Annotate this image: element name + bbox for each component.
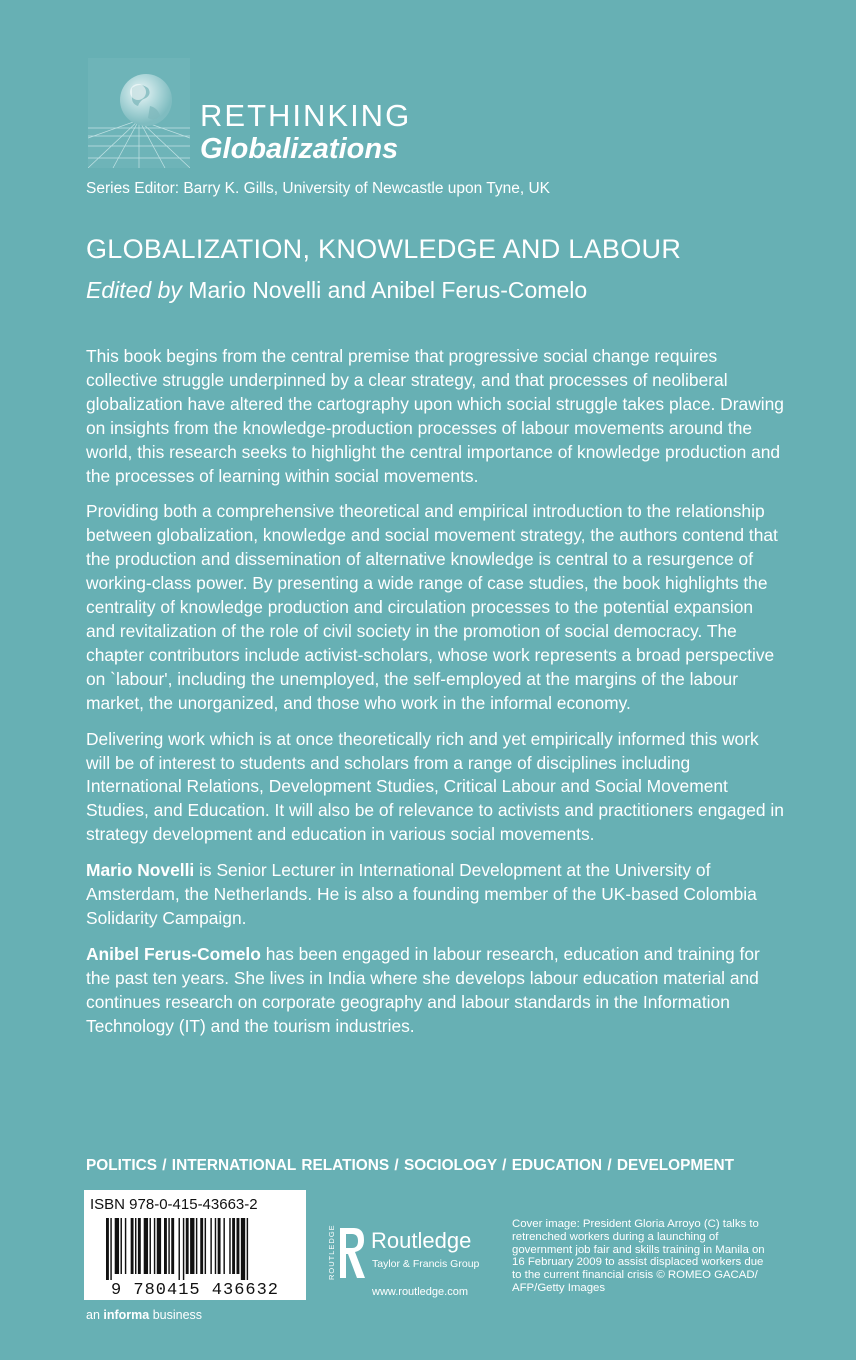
barcode-bar — [144, 1218, 148, 1274]
barcode-bar — [157, 1218, 161, 1274]
informa-tagline — [86, 1308, 202, 1322]
author-bio-2-text: has been engaged in labour research, education and training for the past ten years. She lives in India where she develops labour education material and continues research on corporate geography and labour standards in the Information Technology (IT) and the tourism industries. — [86, 943, 760, 1036]
blurb — [86, 345, 786, 1050]
barcode-bar — [168, 1218, 169, 1274]
barcode-bar — [135, 1218, 136, 1274]
author-bio-1-text: is Senior Lecturer in International Development at the University of Amsterdam, the Netherlands. He is also a founding member of the UK-based Colombia Solidarity Campaign. — [86, 860, 757, 928]
publisher-group: Taylor & Francis Group — [372, 1258, 480, 1270]
barcode-bar — [241, 1218, 245, 1280]
barcode-bar — [229, 1218, 230, 1274]
author-bio-2 — [86, 943, 786, 1039]
publisher-website: www.routledge.com — [372, 1286, 468, 1298]
barcode-bar — [154, 1218, 155, 1274]
barcode-box — [84, 1190, 306, 1300]
barcode-bar — [125, 1218, 126, 1274]
series-name — [200, 100, 411, 166]
series-title-line1: RETHINKING — [200, 98, 412, 133]
author-name-2: Anibel Ferus-Comelo — [86, 943, 261, 964]
globe-icon — [88, 58, 190, 168]
barcode-bar — [247, 1218, 248, 1280]
barcode-bar — [210, 1218, 211, 1274]
blurb-paragraph-3: Delivering work which is at once theoretically rich and yet empirically informed this work will be of interest to students and scholars from a range of disciplines including International Relations, Development Studies, Critical Labour and Social Movement Studies, and Education. It will also be of relevance to activists and practitioners engaged in strategy development and education in various social movements. — [86, 728, 784, 845]
barcode-bar — [237, 1218, 240, 1274]
author-name-1: Mario Novelli — [86, 860, 195, 881]
barcode-bar — [205, 1218, 206, 1274]
author-bio-1 — [86, 859, 786, 931]
informa-suffix: business — [149, 1308, 203, 1322]
barcode-bar — [106, 1218, 109, 1280]
barcode-bar — [200, 1218, 203, 1274]
barcode-bar — [179, 1218, 180, 1280]
barcode-bar — [171, 1218, 174, 1274]
barcode-bar — [183, 1218, 184, 1280]
barcode-bar — [138, 1218, 141, 1274]
barcode-bar — [196, 1218, 197, 1274]
cover-image-credit: Cover image: President Gloria Arroyo (C) talks to retrenched workers during a launching of government job fair and skills training in Manila on 16 February 2009 to assist displaced workers due to the current financial crisis © ROMEO GACAD/ AFP/Getty Images — [512, 1218, 765, 1294]
routledge-logo-icon — [326, 1222, 368, 1282]
barcode-bar — [190, 1218, 194, 1274]
book-editors — [86, 277, 587, 304]
barcode-bar — [218, 1218, 221, 1274]
edited-by-label: Edited by — [86, 277, 182, 303]
barcode-bar — [223, 1218, 224, 1274]
isbn: ISBN 978-0-415-43663-2 — [90, 1196, 258, 1213]
barcode-bar — [110, 1218, 111, 1280]
blurb-paragraph-2: Providing both a comprehensive theoretical and empirical introduction to the relationship between globalization, knowledge and social movement strategy, the authors contend that the production and dissemination of alternative knowledge is central to a resurgence of working-class power. By presenting a wide range of case studies, the book highlights the centrality of knowledge production and circulation processes to the potential expansion and revitalization of the role of civil society in the promotion of social democracy. The chapter contributors include activist-scholars, whose work represents a broad perspective on `labour', including the unemployed, the self-employed at the margins of the labour market, the unorganized, and those who work in the informal economy. — [86, 501, 778, 713]
barcode-bar — [121, 1218, 122, 1274]
book-title: GLOBALIZATION, KNOWLEDGE AND LABOUR — [86, 234, 682, 264]
routledge-logo-vertical-text: ROUTLEDGE — [327, 1224, 336, 1280]
series-editor: Series Editor: Barry K. Gills, University of Newcastle upon Tyne, UK — [86, 180, 551, 197]
barcode-bar — [131, 1218, 134, 1274]
barcode-bar — [232, 1218, 235, 1274]
series-title-line2: Globalizations — [200, 133, 399, 165]
editor-names: Mario Novelli and Anibel Ferus-Comelo — [181, 277, 588, 303]
barcode-bar — [186, 1218, 189, 1274]
barcode-digits: 9 780415 436632 — [110, 1281, 280, 1298]
informa-brand: informa — [103, 1308, 150, 1322]
barcode-bar — [115, 1218, 119, 1274]
barcode-bar — [150, 1218, 151, 1274]
subject-categories: POLITICS / INTERNATIONAL RELATIONS / SOCIOLOGY / EDUCATION / DEVELOPMENT — [86, 1157, 735, 1174]
informa-prefix: an — [86, 1308, 104, 1322]
publisher-name: Routledge — [371, 1228, 472, 1253]
barcode-bar — [164, 1218, 167, 1274]
blurb-paragraph-1: This book begins from the central premise that progressive social change requires collective struggle underpinned by a clear strategy, and that processes of neoliberal globalization have altered the cartography upon which social struggle takes place. Drawing on insights from the knowledge-production processes of labour movements around the world, this research seeks to highlight the central importance of knowledge production and the processes of learning within social movements. — [86, 346, 784, 486]
barcode — [88, 1218, 302, 1298]
barcode-bar — [215, 1218, 216, 1274]
